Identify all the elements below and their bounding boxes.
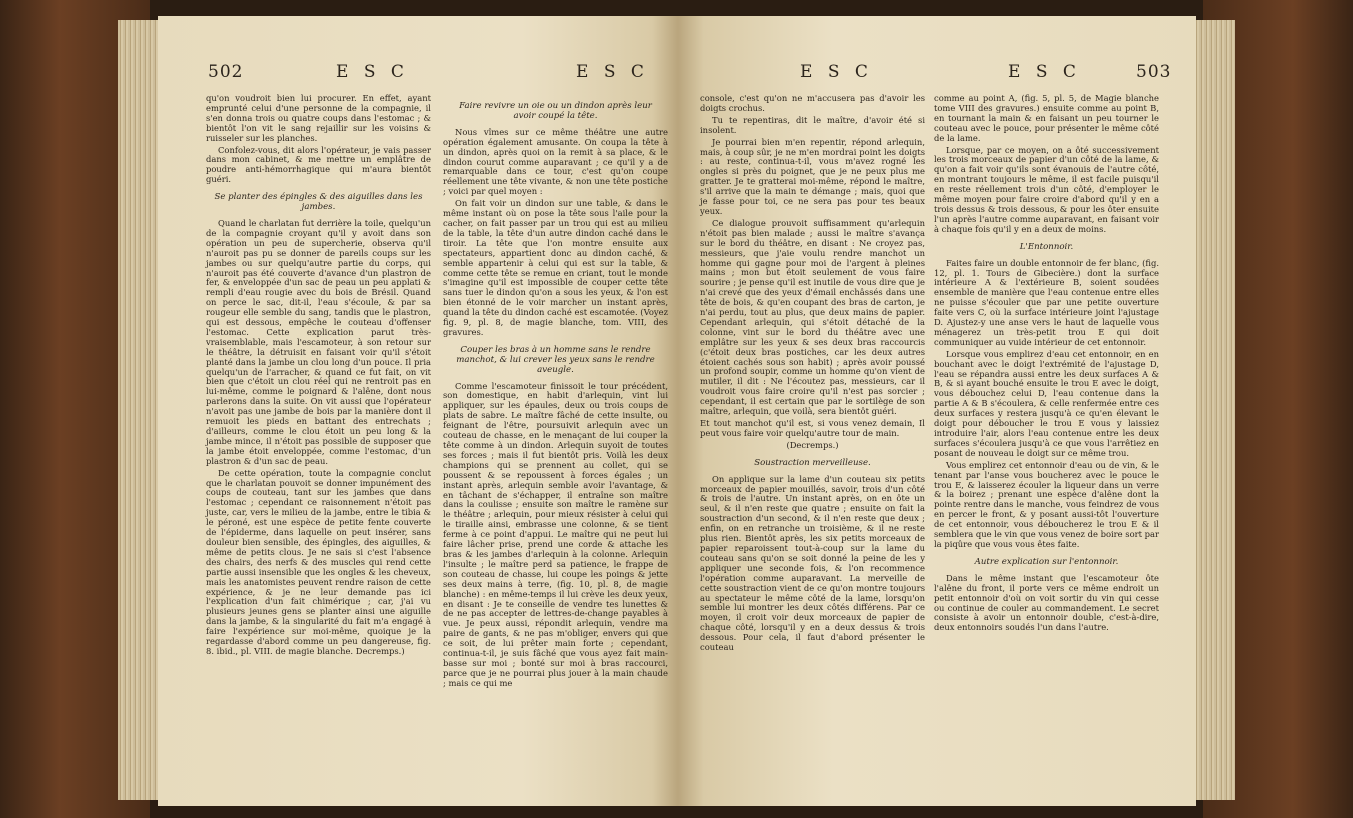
paragraph: Lorsque vous emplirez d'eau cet entonnoir, en en bouchant avec le doigt l'extrémité de l'ajustage D, l'eau se répandra aussi entre les deux surfaces A & B, & si ayant bouché ensuite le trou E avec le doigt, vous débouchez celui D, l'eau contenue dans la partie A & B s'écoulera, & celle renfermée entre ces deux surfaces y restera jusqu'à ce qu'en élevant le doigt pour déboucher le trou E vous y laissiez introduire l'air, alors l'eau contenue entre les deux surfaces s'écoulera jusqu'à ce que vous l'arrêtiez en posant de nouveau le doigt sur ce même trou. (934, 348, 1159, 458)
paragraph: Vous emplirez cet entonnoir d'eau ou de vin, & le tenant par l'anse vous boucherez avec le pouce le trou E, & laisserez écouler la liqueur dans un verre & la boirez ; prenant une espèce d'alêne dont la pointe rentre dans le manche, vous feindrez de vous en percer le front, & y posant aussi-tôt l'ouverture de cet entonnoir, vous déboucherez le trou E & il semblera que le vin que vous venez de boire sort par la piqûre que vous vous êtes faite. (934, 459, 1160, 549)
paragraph: Et tout manchot qu'il est, si vous venez demain, Il peut vous faire voir quelqu'autre tour de main. (700, 418, 925, 438)
paragraph: Tu te repentiras, dit le maître, d'avoir été si insolent. (700, 114, 925, 135)
paragraph: Dans le même instant que l'escamoteur ôte l'alêne du front, il porte vers ce même endroit un petit entonnoir d'où on voit sortir du vin qui cesse ou continue de couler au commandement. Le secret consiste à avoir un entonnoir double, c'est-à-dire, deux entonnoirs soudés l'un dans l'autre. (934, 572, 1159, 633)
section-heading: L'Entonnoir. (1019, 241, 1074, 252)
paragraph: comme au point A, (fig. 5, pl. 5, de Magie blanche tome VIII des gravures.) ensuite comme au point B, en tournant la main & en faisant un peu tourner le couteau avec le pouce, pour présenter le même côté de la lame. (934, 93, 1159, 143)
right-page-column-2 (934, 94, 1159, 635)
section-heading: Soustraction merveilleuse. (754, 457, 871, 468)
section-heading: Faire revivre un oie ou un dindon après leur avoir coupé la tête. (459, 101, 652, 121)
paragraph: console, c'est qu'on ne m'accusera pas d'avoir les doigts crochus. (700, 93, 925, 113)
left-page-column-2 (443, 94, 668, 691)
paragraph: qu'on voudroit bien lui procurer. En effet, ayant emprunté celui d'une personne de la compagnie, il s'en donna trois ou quatre coups dans l'estomac ; & bientôt l'on vit le sang rejaillir sur les voisins & ruisseler sur les planches. (206, 93, 431, 143)
paragraph: On applique sur la lame d'un couteau six petits morceaux de papier mouillés, savoir, trois d'un côté & trois de l'autre. Un instant après, on en ôte un seul, & il n'en reste que quatre ; ensuite on fait la soustraction d'un second, & il n'en reste que deux ; enfin, on en retranche un troisième, & il ne reste plus rien. Bientôt après, les six petits morceaux de papier reparoissent tout-à-coup sur la lame du couteau sans qu'on se soit donné la peine de les y appliquer une seconde fois, & l'on recommence l'opération comme auparavant. La merveille de cette soustraction vient de ce qu'on montre toujours au spectateur le même côté de la lame, lorsqu'on semble lui montrer les deux côtés différens. Par ce moyen, il croit voir deux morceaux de papier de chaque côté, lorsqu'il y en a deux dessus & trois dessous. Pour cela, il faut d'abord présenter le couteau (700, 473, 925, 653)
section-heading: Couper les bras à un homme sans le rendre manchot, & lui crever les yeux sans le rendre aveugle. (456, 344, 655, 375)
page-number: 502 (208, 62, 244, 82)
section-heading: Se planter des épingles & des aiguilles dans les jambes. (214, 192, 423, 213)
author-signature: (Decremps.) (786, 439, 839, 450)
paragraph: On fait voir un dindon sur une table, & dans le même instant où on pose la tête sous l'aile pour la cacher, on fait passer par un trou qui est au milieu de la table, la tête d'un autre dindon caché dans le tiroir. La tête que l'on montre ensuite aux spectateurs, appartient donc au dindon caché, & semble appartenir à celui qui est sur la table, & comme cette tête se remue en criant, tout le monde s'imagine qu'il est impossible de couper cette tête sans tuer le dindon qu'on a sous les yeux, & l'on est bien étonné de le voir marcher un instant après, quand la tête du dindon caché est escamotée. (Voyez fig. 9, pl. 8, de magie blanche, tom. VIII, des gravures. (443, 198, 668, 337)
paragraph: Confolez-vous, dit alors l'opérateur, je vais passer dans mon cabinet, & me mettre un emplâtre de poudre anti-hémorrhagique qui m'aura bientôt guéri. (206, 144, 431, 185)
paragraph: Faites faire un double entonnoir de fer blanc, (fig. 12, pl. 1. Tours de Gibecière.) dont la surface intérieure A & l'extérieure B, soient soudées ensemble de manière que l'eau contenue entre elles ne puisse s'écouler que par une petite ouverture faite vers C, où la surface intérieure joint l'ajustage D. Ajustez-y une anse vers le haut de laquelle vous ménagerez un très-petit trou E qui doit communiquer au vuide intérieur de cet entonnoir. (934, 257, 1159, 347)
column-head: E S C (576, 62, 649, 82)
left-page (158, 16, 678, 806)
column-head: E S C (800, 62, 873, 82)
paragraph: Lorsque, par ce moyen, on a ôté successivement les trois morceaux de papier d'un côté de la lame, & qu'on a fait voir qu'ils sont évanouis de l'autre côté, en montrant toujours le même, il est facile puisqu'il en reste réellement trois d'un côté, d'employer le même moyen pour faire croire d'abord qu'il y en a trois dessus & trois dessous, & pour les ôter ensuite l'un après l'autre comme auparavant, en faisant voir à chaque fois qu'il y en a deux de moins. (934, 144, 1159, 234)
section-heading: Autre explication sur l'entonnoir. (974, 556, 1119, 567)
running-head: E S C (336, 62, 409, 82)
right-page (678, 16, 1196, 806)
paragraph: Nous vîmes sur ce même théâtre une autre opération également amusante. On coupa la tête à un dindon, après quoi on la remit à sa place, & le dindon courut comme auparavant ; ce qu'il y a de remarquable dans ce tour, c'est qu'on coupe réellement une tête vivante, & non une tête postiche ; voici par quel moyen : (443, 126, 668, 197)
right-page-column-1 (700, 94, 925, 655)
left-page-column-1 (206, 94, 431, 659)
paragraph: Quand le charlatan fut derrière la toile, quelqu'un de la compagnie croyant qu'il y avoit dans son opération un peu de supercherie, observa qu'il n'auroit pas pu se donner de pareils coups sur les jambes ou sur quelqu'autre partie du corps, qui n'auroit pas été couverte d'avance d'un plastron de fer, & enveloppée d'un sac de peau un peu applati & rempli d'eau rougie avec du bois de Brésil. Quand on perce le sac, dit-il, l'eau s'écoule, & par sa rougeur elle semble du sang, tandis que le plastron, qui est dessous, empêche le couteau d'offenser l'estomac. Cette explication parut très-vraisemblable, mais l'escamoteur, à son retour sur le théâtre, la détruisit en faisant voir qu'il s'étoit planté dans la jambe un clou long d'un pouce. Il pria quelqu'un de l'arracher, & quand ce fut fait, on vit bien que c'étoit un clou réel qui ne rentroit pas en lui-même, comme le poignard & l'alêne, dont nous parlerons dans la suite. On vit aussi que l'opérateur n'avoit pas une jambe de bois par la manière dont il remuoit les pieds en battant des entrechats ; d'ailleurs, comme le clou étoit un peu long & la jambe mince, il n'étoit pas possible de supposer que la jambe étoit enveloppée, comme l'estomac, d'un plastron & d'un sac de peau. (206, 217, 431, 466)
page-number: 503 (1136, 62, 1172, 82)
running-head: E S C (1008, 62, 1081, 82)
paragraph: Ce dialogue prouvoit suffisamment qu'arlequin n'étoit pas bien malade ; aussi le maître s'avança sur le bord du théâtre, en disant : Ne croyez pas, messieurs, que j'aie voulu rendre manchot un homme qui gagne pour moi de l'argent à pleines mains ; mon but étoit seulement de vous faire sourire ; je pense qu'il est inutile de vous dire que je n'ai crevé que des yeux d'émail enchâssés dans une tête de bois, & qu'en coupant des bras de carton, je n'ai perdu, tout au plus, que deux mains de papier. Cependant arlequin, qui s'étoit détaché de la colonne, vint sur le bord du théâtre avec une emplâtre sur les yeux & ses deux bras raccourcis (c'étoit deux bras postiches, car les deux autres étoient cachés sous son habit) ; après avoir poussé un profond soupir, comme un homme qu'on vient de mutiler, il dit : Ne l'écoutez pas, messieurs, car il voudroit vous faire croire qu'il n'est pas sorcier ; cependant, il est certain que par le sortilège de son maître, arlequin, que voilà, sera bientôt guéri. (700, 217, 925, 417)
paragraph: De cette opération, toute la compagnie conclut que le charlatan pouvoit se donner impunément des coups de couteau, tant sur les jambes que dans l'estomac ; cependant ce raisonnement n'étoit pas juste, car, vers le milieu de la jambe, entre le tibia & le péroné, est une espèce de petite fente couverte de l'épiderme, dans laquelle on peut insérer, sans douleur bien sensible, des épingles, des aiguilles, & même de petits clous. Je ne sais si c'est l'absence des chairs, des nerfs & des muscles qui rend cette partie aussi insensible que les ongles & les cheveux, mais les anatomistes peuvent rendre raison de cette expérience, & je ne leur demande pas ici l'explication d'un fait chimérique ; car, j'ai vu plusieurs jeunes gens se planter ainsi une aiguille dans la jambe, & la singularité du fait m'a engagé à faire l'expérience sur moi-même, quoique je la regardasse d'abord comme un peu dangereuse, fig. 8. ibid., pl. VIII. de magie blanche. Decremps.) (206, 467, 431, 656)
paragraph: Comme l'escamoteur finissoit le tour précédent, son domestique, en habit d'arlequin, vint lui appliquer, sur les épaules, deux ou trois coups de plats de sabre. Le maître fâché de cette insulte, ou feignant de l'être, poursuivit arlequin avec un couteau de chasse, en le menaçant de lui couper la tête comme à un dindon. Arlequin suyoit de toutes ses forces ; mais il fut bientôt pris. Voilà les deux champions qui se prennent au collet, qui se poussent & se repoussent à forces égales ; un instant après, arlequin semble avoir l'avantage, & en tâchant de s'échapper, il entraîne son maître dans la coulisse ; ensuite son maître le ramène sur le théâtre ; arlequin, pour mieux résister à celui qui le tiraille ainsi, embrasse une colonne, & se tient ferme à ce point d'appui. Le maître qui ne peut lui faire lâcher prise, prend une corde & attache les bras & les jambes d'arlequin à la colonne. Arlequin l'insulte ; le maître perd sa patience, le frappe de son couteau de chasse, lui coupe les poings & jette ses deux mains à terre, (fig. 10, pl. 8, de magie blanche) : en même-temps il lui crève les deux yeux, en disant : Je te conseille de vendre tes lunettes & de ne pas accepter de lettres-de-change payables à vue. Je peux aussi, répondit arlequin, vendre ma paire de gants, & ne pas m'obliger, envers qui que ce soit, de lui prêter main forte ; cependant, continua-t-il, je suis fâché que vous ayez fait main-basse sur moi ; bonté sur moi à bras raccourci, parce que je ne pourrai plus jouer à la main chaude ; mais ce qui me (443, 380, 668, 688)
paragraph: Je pourrai bien m'en repentir, répond arlequin, mais, à coup sûr, je ne m'en mordrai point les doigts : au reste, continua-t-il, vous m'avez rogné les ongles si près du poignet, que je ne peux plus me gratter. Je te gratterai moi-même, répond le maître, s'il arrive que la main te démange ; mais, quoi que je fasse pour toi, ce ne sera pas pour tes beaux yeux. (700, 136, 925, 216)
